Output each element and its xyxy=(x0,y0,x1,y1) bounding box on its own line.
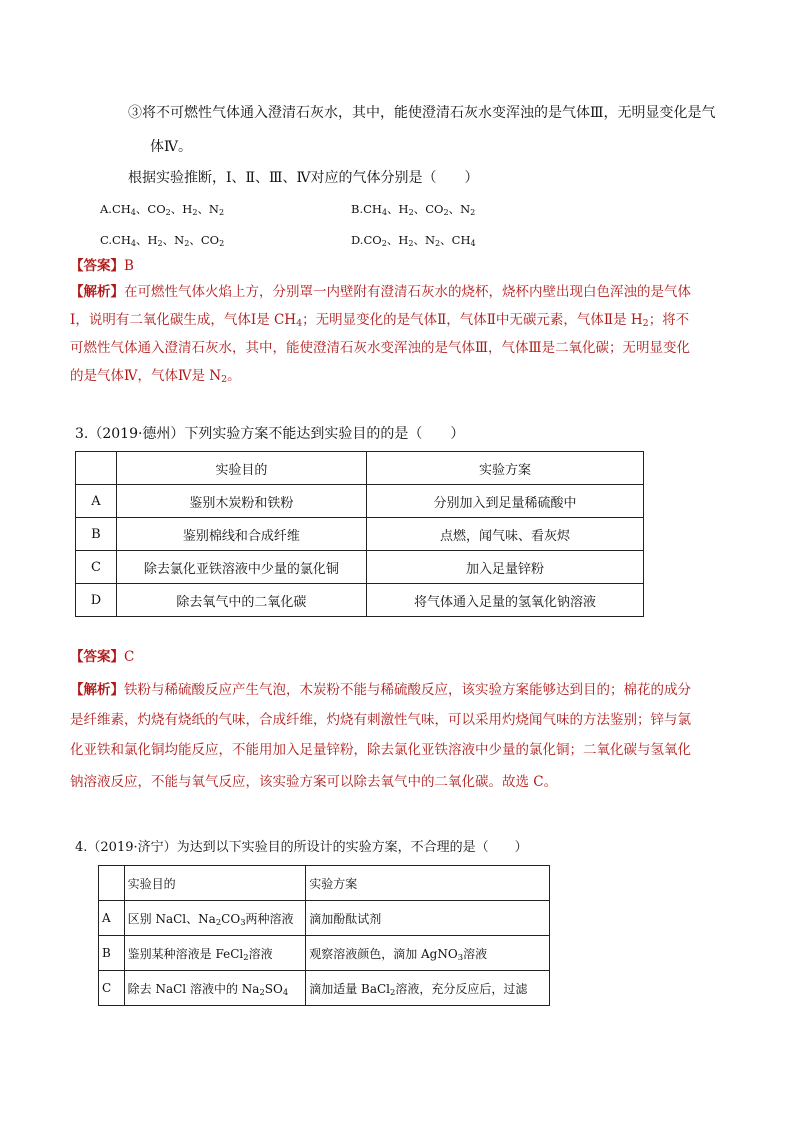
row-goal: 鉴别某种溶液是 FeCl$_2$溶液 xyxy=(124,936,306,971)
row-goal: 鉴别棉线和合成纤维 xyxy=(116,518,366,551)
row-plan: 将气体通入足量的氢氧化钠溶液 xyxy=(366,584,643,617)
row-plan: 滴加酚酞试剂 xyxy=(306,901,550,936)
answer-value: B xyxy=(124,258,134,274)
q3-answer xyxy=(70,647,134,667)
table-header-row xyxy=(99,866,550,901)
q2-analysis-line4: 的是气体Ⅳ，气体Ⅳ是 $N_2$。 xyxy=(70,368,241,385)
analysis-label: 【解析】 xyxy=(70,284,124,300)
header-cell-blank xyxy=(76,452,117,485)
table-row xyxy=(99,936,550,971)
q2-option-d: $D.CO_2$、$H_2$、$N_2$、$CH_4$ xyxy=(351,233,476,248)
q2-step3-line1: ③将不可燃性气体通入澄清石灰水，其中，能使澄清石灰水变浑浊的是气体Ⅲ，无明显变化是气 xyxy=(128,105,716,121)
q2-stem: 根据实验推断，Ⅰ、Ⅱ、Ⅲ、Ⅳ对应的气体分别是（ ） xyxy=(128,170,479,186)
row-label: D xyxy=(76,584,117,617)
header-cell-plan: 实验方案 xyxy=(366,452,643,485)
q2-answer xyxy=(70,256,134,276)
q2-option-b: $B.CH_4$、$H_2$、$CO_2$、$N_2$ xyxy=(351,202,476,217)
analysis-label: 【解析】 xyxy=(70,682,124,698)
header-cell-plan: 实验方案 xyxy=(306,866,550,901)
q2-option-a: $A.CH_4$、$CO_2$、$H_2$、$N_2$ xyxy=(100,202,225,217)
header-cell-goal: 实验目的 xyxy=(124,866,306,901)
q2-step3-line2: 体Ⅳ。 xyxy=(150,139,192,155)
row-label: A xyxy=(99,901,125,936)
q3-analysis-line3: 化亚铁和氯化铜均能反应，不能用加入足量锌粉，除去氯化亚铁溶液中少量的氯化铜；二氧化碳与氢氧化 xyxy=(70,742,691,758)
q3-stem: 3.（2019·德州）下列实验方案不能达到实验目的的是（ ） xyxy=(75,426,465,442)
table-row xyxy=(76,551,644,584)
row-plan: 加入足量锌粉 xyxy=(366,551,643,584)
header-cell-blank xyxy=(99,866,125,901)
row-label: C xyxy=(99,971,125,1006)
q3-analysis-line2: 是纤维素，灼烧有烧纸的气味，合成纤维，灼烧有刺激性气味，可以采用灼烧闻气味的方法鉴别；锌与氯 xyxy=(70,712,691,728)
answer-label: 【答案】 xyxy=(70,258,124,274)
q3-table xyxy=(75,451,644,617)
row-goal: 鉴别木炭粉和铁粉 xyxy=(116,485,366,518)
row-plan: 滴加适量 BaCl$_2$溶液，充分反应后，过滤 xyxy=(306,971,550,1006)
q2-option-c: $C.CH_4$、$H_2$、$N_2$、$CO_2$ xyxy=(100,233,225,248)
answer-label: 【答案】 xyxy=(70,649,124,665)
table-row xyxy=(76,485,644,518)
q2-analysis-line3: 可燃性气体通入澄清石灰水，其中，能使澄清石灰水变浑浊的是气体Ⅲ，气体Ⅲ是二氧化碳；无明显变化 xyxy=(70,340,691,356)
table-header-row xyxy=(76,452,644,485)
row-plan: 点燃，闻气味、看灰烬 xyxy=(366,518,643,551)
table-row xyxy=(99,971,550,1006)
row-label: B xyxy=(99,936,125,971)
row-goal: 除去氯化亚铁溶液中少量的氯化铜 xyxy=(116,551,366,584)
q2-analysis-line1: 【解析】在可燃性气体火焰上方，分别罩一内壁附有澄清石灰水的烧杯，烧杯内壁出现白色浑浊的是气体 xyxy=(70,284,691,300)
row-label: C xyxy=(76,551,117,584)
q4-table xyxy=(98,865,550,1006)
q4-stem: 4.（2019·济宁）为达到以下实验目的所设计的实验方案，不合理的是（ ） xyxy=(75,840,528,855)
row-goal: 除去 NaCl 溶液中的 $Na_2SO_4$ xyxy=(124,971,306,1006)
row-goal: 区别 NaCl、$Na_2CO_3$两种溶液 xyxy=(124,901,306,936)
q3-analysis-line1: 【解析】铁粉与稀硫酸反应产生气泡，木炭粉不能与稀硫酸反应，该实验方案能够达到目的；棉花的成分 xyxy=(70,682,691,698)
table-row xyxy=(99,901,550,936)
row-label: B xyxy=(76,518,117,551)
table-row xyxy=(76,518,644,551)
q2-analysis-line2: Ⅰ，说明有二氧化碳生成，气体Ⅰ是 $CH_4$；无明显变化的是气体Ⅱ，气体Ⅱ中无碳元素，气体Ⅱ是 $H_2$；将不 xyxy=(70,312,690,329)
row-label: A xyxy=(76,485,117,518)
row-plan: 分别加入到足量稀硫酸中 xyxy=(366,485,643,518)
q3-analysis-line4: 钠溶液反应，不能与氧气反应，该实验方案可以除去氧气中的二氧化碳。故选 C。 xyxy=(70,774,558,790)
row-plan: 观察溶液颜色，滴加 AgNO$_3$溶液 xyxy=(306,936,550,971)
answer-value: C xyxy=(124,649,135,665)
row-goal: 除去氧气中的二氧化碳 xyxy=(116,584,366,617)
header-cell-goal: 实验目的 xyxy=(116,452,366,485)
table-row xyxy=(76,584,644,617)
